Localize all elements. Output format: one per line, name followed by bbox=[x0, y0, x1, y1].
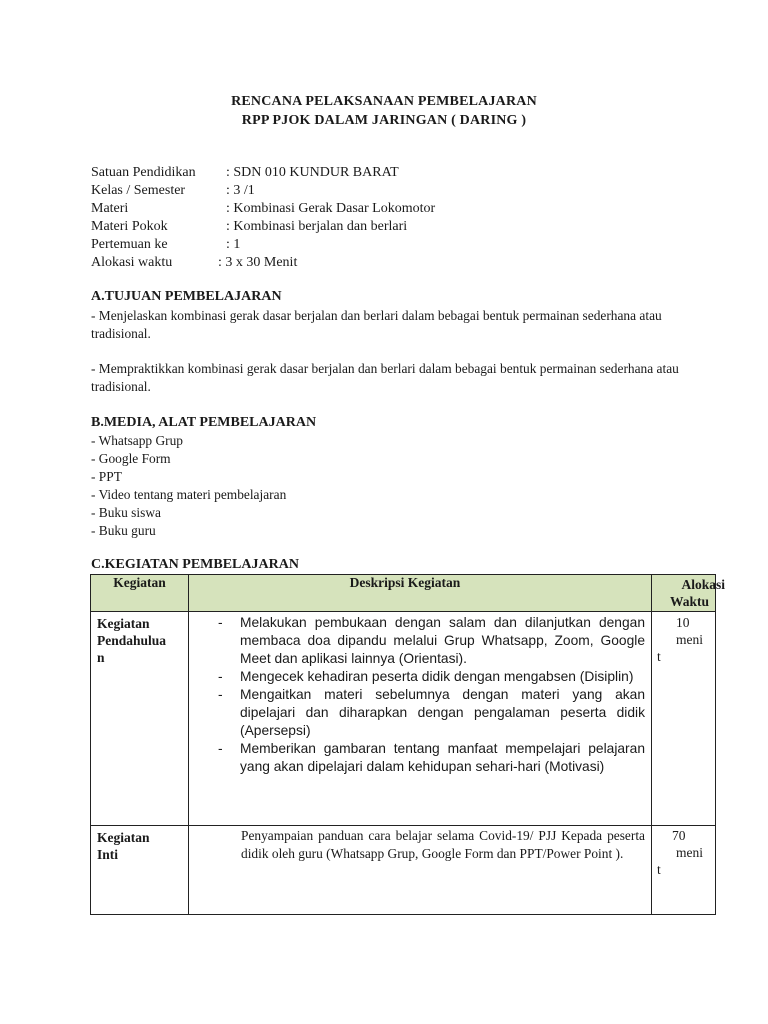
identity-value: : Kombinasi Gerak Dasar Lokomotor bbox=[226, 201, 436, 216]
document-subtitle: RPP PJOK DALAM JARINGAN ( DARING ) bbox=[241, 113, 527, 128]
time-unit: meni bbox=[676, 845, 703, 860]
row-label-line: n bbox=[97, 650, 105, 665]
time-value: 10 bbox=[676, 615, 690, 630]
header-alokasi-line1: Alokasi bbox=[681, 577, 725, 592]
header-deskripsi: Deskripsi Kegiatan bbox=[349, 575, 461, 590]
list-item: - Melakukan pembukaan dengan salam dan dilanjutkan dengan membaca doa dipandu melalui Grup Whatsapp, Zoom, Google Meet dan aplikasi lainnya (Orientasi). bbox=[218, 615, 645, 666]
inti-description: Penyampaian panduan cara belajar selama Covid-19/ PJJ Kepada peserta didik oleh guru (Whatsapp Grup, Google Form dan PPT/Power Point ). bbox=[241, 828, 645, 861]
row-kegiatan-cell bbox=[91, 826, 189, 915]
identity-label: Materi bbox=[91, 201, 129, 216]
list-item-text: Melakukan pembukaan dengan salam dan dilanjutkan dengan membaca doa dipandu melalui Grup Whatsapp, Zoom, Google Meet dan aplikasi lainnya (Orientasi). bbox=[240, 615, 645, 666]
document-title: RENCANA PELAKSANAAN PEMBELAJARAN bbox=[231, 94, 537, 109]
media-item: - PPT bbox=[91, 469, 122, 484]
media-item: - Buku guru bbox=[91, 523, 156, 538]
section-b-heading: B.MEDIA, ALAT PEMBELAJARAN bbox=[91, 415, 317, 430]
identity-value: : 3 x 30 Menit bbox=[218, 255, 298, 270]
pendahuluan-bullet-list bbox=[189, 612, 651, 776]
table-row bbox=[91, 612, 716, 826]
header-alokasi-cell bbox=[652, 575, 725, 612]
identity-label: Satuan Pendidikan bbox=[91, 165, 196, 180]
row-deskripsi-cell bbox=[189, 612, 652, 826]
row-label-line: Inti bbox=[97, 847, 119, 862]
time-unit: meni bbox=[676, 632, 703, 647]
header-alokasi bbox=[615, 576, 725, 610]
header-deskripsi-cell bbox=[189, 575, 652, 612]
media-item: - Google Form bbox=[91, 451, 171, 466]
row-label-line: Kegiatan bbox=[97, 616, 150, 631]
list-item: - Memberikan gambaran tentang manfaat mempelajari pelajaran yang akan dipelajari dalam kehidupan sehari-hari (Motivasi) bbox=[218, 741, 645, 774]
section-a-item-2: - Mempraktikkan kombinasi gerak dasar berjalan dan berlari dalam bebagai bentuk permainan sederhana atau tradisional. bbox=[91, 361, 679, 394]
media-item: - Whatsapp Grup bbox=[91, 433, 183, 448]
row-label-inti bbox=[91, 826, 188, 863]
identity-value: : Kombinasi berjalan dan berlari bbox=[226, 219, 408, 234]
list-item-text: Memberikan gambaran tentang manfaat mempelajari pelajaran yang akan dipelajari dalam kehidupan sehari-hari (Motivasi) bbox=[240, 741, 645, 774]
list-item: - Mengaitkan materi sebelumnya dengan materi yang akan dipelajari dan diharapkan dengan pengalaman peserta didik (Apersepsi) bbox=[218, 687, 645, 738]
section-a-heading: A.TUJUAN PEMBELAJARAN bbox=[91, 289, 282, 304]
row-label-line: Pendahulua bbox=[97, 633, 167, 648]
identity-label: Materi Pokok bbox=[91, 219, 168, 234]
identity-value: : 3 /1 bbox=[226, 183, 255, 198]
media-item: - Video tentang materi pembelajaran bbox=[91, 487, 287, 502]
time-value: 70 bbox=[672, 828, 686, 843]
identity-label: Kelas / Semester bbox=[91, 183, 186, 198]
row-waktu-cell bbox=[652, 826, 716, 915]
section-a-item-1: - Menjelaskan kombinasi gerak dasar berjalan dan berlari dalam bebagai bentuk permainan sederhana atau tradisional. bbox=[91, 308, 662, 341]
header-kegiatan: Kegiatan bbox=[113, 575, 166, 590]
row-label-pendahuluan bbox=[91, 612, 188, 666]
identity-value: : SDN 010 KUNDUR BARAT bbox=[226, 165, 399, 180]
row-label-line: Kegiatan bbox=[97, 830, 150, 845]
time-unit: t bbox=[657, 649, 661, 664]
row-kegiatan-cell bbox=[91, 612, 189, 826]
identity-value: : 1 bbox=[226, 237, 241, 252]
media-item: - Buku siswa bbox=[91, 505, 161, 520]
time-unit: t bbox=[657, 862, 661, 877]
section-c-heading: C.KEGIATAN PEMBELAJARAN bbox=[91, 557, 299, 572]
identity-label: Alokasi waktu bbox=[91, 255, 173, 270]
identity-label: Pertemuan ke bbox=[91, 237, 168, 252]
table-header-row bbox=[91, 575, 716, 612]
activity-table bbox=[90, 574, 725, 915]
list-item: - Mengecek kehadiran peserta didik dengan mengabsen (Disiplin) bbox=[218, 669, 634, 684]
header-kegiatan-cell bbox=[91, 575, 189, 612]
table-row bbox=[91, 826, 716, 915]
header-alokasi-line2: Waktu bbox=[669, 594, 709, 609]
list-item-text: Mengecek kehadiran peserta didik dengan mengabsen (Disiplin) bbox=[240, 669, 634, 684]
row-deskripsi-cell bbox=[189, 826, 652, 915]
row-waktu-cell bbox=[652, 612, 716, 826]
list-item-text: Mengaitkan materi sebelumnya dengan materi yang akan dipelajari dan diharapkan dengan pengalaman peserta didik (Apersepsi) bbox=[240, 687, 645, 738]
